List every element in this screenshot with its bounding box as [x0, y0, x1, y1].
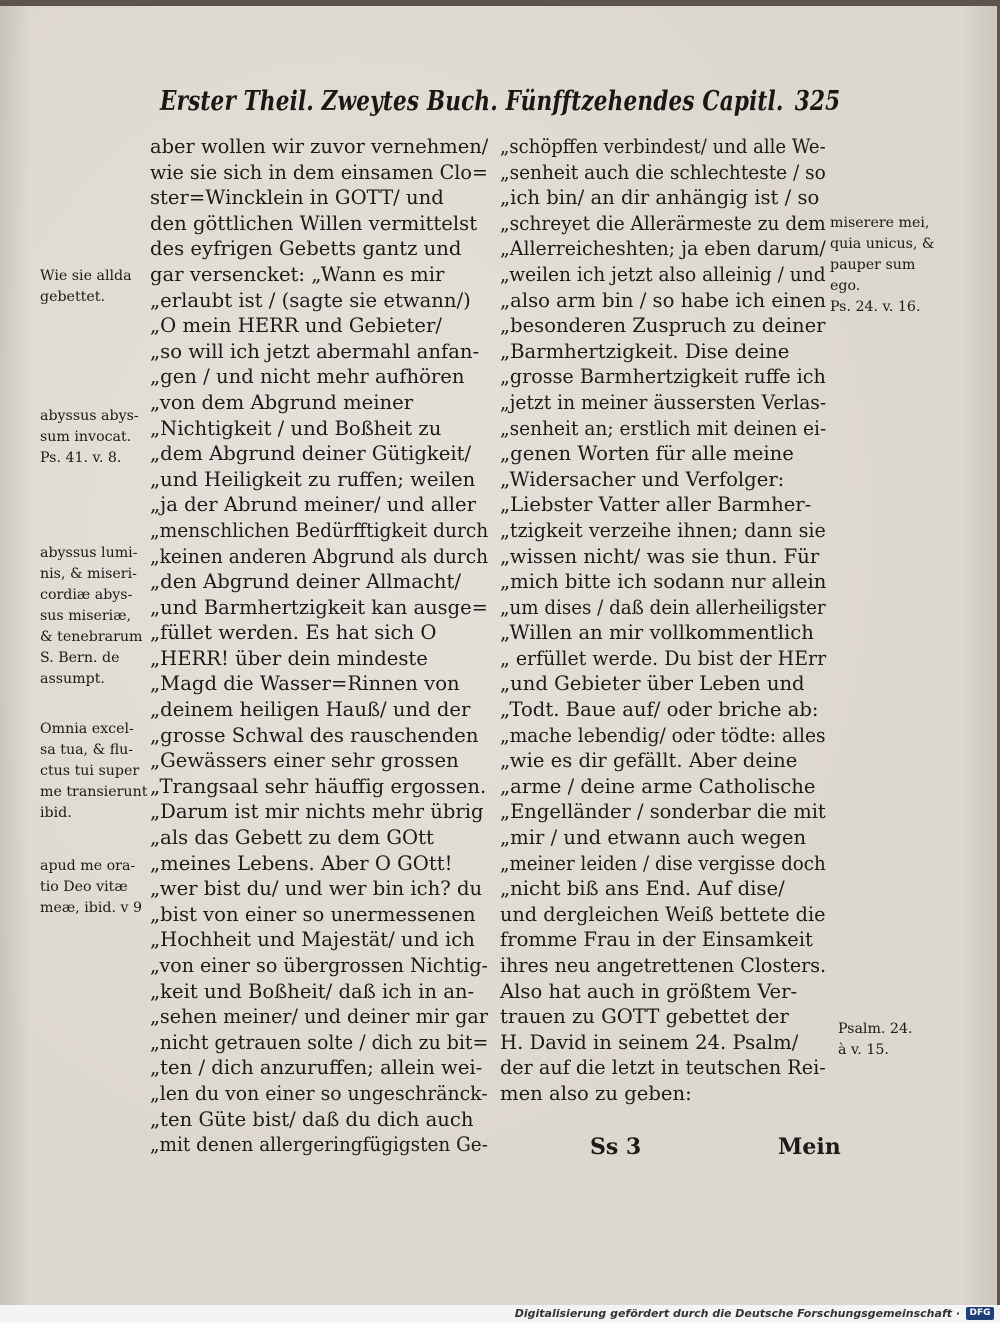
text-line: ihres neu angetrettenen Closters. — [500, 954, 827, 977]
text-line: „HERR! über dein mindeste — [150, 646, 428, 670]
text-line: gar versencket: „Wann es mir — [150, 262, 445, 286]
margin-note-line: ego. — [830, 278, 861, 294]
text-line: „Willen an mir vollkommentlich — [500, 621, 814, 645]
text-line: „schöpffen verbindest/ und alle We- — [500, 135, 826, 158]
text-line: und dergleichen Weiß bettete die — [500, 902, 826, 926]
text-line: „sehen meiner/ und deiner mir gar — [150, 1005, 488, 1029]
text-line: „als das Gebett zu dem GOtt — [150, 826, 434, 850]
text-line: „Allerreicheshten; ja eben darum/ — [500, 237, 826, 261]
margin-note-line: gebettet. — [40, 289, 105, 305]
text-line: „keinen anderen Abgrund als durch — [150, 544, 489, 568]
text-line: „wie es dir gefällt. Aber deine — [500, 749, 798, 773]
text-line: „ erfüllet werde. Du bist der HErr — [500, 646, 827, 670]
margin-note-line: à v. 15. — [838, 1042, 889, 1058]
text-line: „mit denen allergeringfügigsten Ge- — [150, 1133, 488, 1157]
margin-note-left — [40, 856, 142, 919]
text-line: „Barmhertzigkeit. Dise deine — [500, 339, 790, 363]
margin-note-line: Omnia excel- — [40, 721, 134, 737]
text-line: „meines Lebens. Aber O GOtt! — [150, 851, 453, 875]
margin-note-left — [40, 266, 132, 308]
text-line: „besonderen Zuspruch zu deiner — [500, 314, 826, 338]
text-line: „so will ich jetzt abermahl anfan- — [150, 339, 480, 363]
text-line: „ja der Abrund meiner/ und aller — [150, 493, 476, 517]
text-line: „erlaubt ist / (sagte sie etwann/) — [150, 288, 471, 312]
text-line: „und Gebieter über Leben und — [500, 672, 805, 696]
margin-note-line: Wie sie allda — [40, 268, 132, 284]
margin-note-left — [40, 719, 147, 824]
text-line: „Gewässers einer sehr grossen — [150, 749, 459, 773]
left-text-column — [150, 134, 490, 1158]
margin-note-line: sa tua, & flu- — [40, 742, 134, 758]
margin-note-line: me transierunt — [40, 784, 148, 800]
margin-note-line: miserere mei, — [830, 215, 930, 231]
margin-note-line: pauper sum — [830, 257, 916, 273]
text-line: „dem Abgrund deiner Gütigkeit/ — [150, 442, 472, 466]
text-line: „len du von einer so ungeschränck- — [150, 1081, 488, 1105]
text-line: Also hat auch in größtem Ver- — [500, 979, 798, 1003]
text-line: ster=Wincklein in GOTT/ und — [150, 186, 444, 210]
margin-note-line: cordiæ abys- — [40, 587, 133, 603]
margin-note-line: nis, & miseri- — [40, 566, 137, 582]
text-line: „von dem Abgrund meiner — [150, 390, 414, 414]
text-line: aber wollen wir zuvor vernehmen/ — [150, 135, 489, 158]
text-line: „Hochheit und Majestät/ und ich — [150, 928, 475, 952]
text-line: „füllet werden. Es hat sich O — [150, 621, 437, 645]
margin-note-line: & tenebrarum — [40, 629, 143, 645]
text-line: „grosse Barmhertzigkeit ruffe ich — [500, 365, 826, 389]
margin-note-line: tio Deo vitæ — [40, 879, 128, 895]
margin-note-line: ibid. — [40, 805, 72, 821]
signature-mark: Ss 3 — [590, 1134, 642, 1160]
text-line: „mich bitte ich sodann nur allein — [500, 570, 827, 594]
text-line: „nicht biß ans End. Auf dise/ — [500, 877, 785, 901]
text-line: „meiner leiden / dise vergisse doch — [500, 851, 826, 875]
margin-note-line: assumpt. — [40, 671, 105, 687]
text-line: „grosse Schwal des rauschenden — [150, 723, 479, 747]
text-line: „Darum ist mir nichts mehr übrig — [150, 800, 484, 824]
margin-note-line: Ps. 41. v. 8. — [40, 450, 122, 466]
text-line: den göttlichen Willen vermittelst — [150, 211, 478, 235]
text-line: „tzigkeit verzeihe ihnen; dann sie — [500, 518, 826, 542]
text-line: „gen / und nicht mehr aufhören — [150, 365, 465, 389]
text-line: „wissen nicht/ was sie thun. Für — [500, 544, 820, 568]
text-line: „senheit auch die schlechteste / so — [500, 160, 826, 184]
text-line: „mir / und etwann auch wegen — [500, 826, 807, 850]
text-line: des eyfrigen Gebetts gantz und — [150, 237, 462, 261]
text-line: „arme / deine arme Catholische — [500, 774, 816, 798]
text-line: „deinem heiligen Hauß/ und der — [150, 698, 471, 722]
catchword: Mein — [778, 1134, 841, 1160]
text-line: der auf die letzt in teutschen Rei- — [500, 1056, 826, 1080]
margin-note-line: ctus tui super — [40, 763, 140, 779]
text-line: „nicht getrauen solte / dich zu bit= — [150, 1030, 489, 1054]
text-line: „den Abgrund deiner Allmacht/ — [150, 570, 461, 594]
text-line: „schreyet die Allerärmeste zu dem — [500, 211, 826, 235]
text-line: „und Barmhertzigkeit kan ausge= — [150, 595, 488, 619]
margin-note-line: Psalm. 24. — [838, 1021, 913, 1037]
dfg-logo: DFG — [966, 1307, 994, 1320]
text-line: H. David in seinem 24. Psalm/ — [500, 1030, 799, 1054]
text-line: „Liebster Vatter aller Barmher- — [500, 493, 812, 517]
text-line: „Nichtigkeit / und Boßheit zu — [150, 416, 442, 440]
margin-note-line: sus miseriæ, — [40, 608, 132, 624]
text-line: „ten / dich anzuruffen; allein wei- — [150, 1056, 483, 1080]
margin-note-line: meæ, ibid. v 9 — [40, 900, 143, 916]
text-line: „um dises / daß dein allerheiligster — [500, 595, 826, 619]
text-line: „weilen ich jetzt also alleinig / und — [500, 262, 826, 286]
margin-note-left — [40, 543, 142, 690]
margin-note-line: sum invocat. — [40, 429, 132, 445]
text-line: „Widersacher und Verfolger: — [500, 467, 785, 491]
text-line: „Magd die Wasser=Rinnen von — [150, 672, 460, 696]
funding-credit: Digitalisierung gefördert durch die Deutsche Forschungsgemeinschaft · — [514, 1307, 960, 1320]
margin-note-right — [838, 1019, 912, 1061]
book-page — [0, 6, 997, 1310]
text-line: „keit und Boßheit/ daß ich in an- — [150, 979, 475, 1003]
running-head-text: Erster Theil. Zweytes Buch. Fünfftzehendes Capitl. — [160, 86, 784, 117]
text-line: fromme Frau in der Einsamkeit — [500, 928, 813, 952]
text-line: „genen Worten für alle meine — [500, 442, 794, 466]
text-line: „senheit an; erstlich mit deinen ei- — [500, 416, 827, 440]
text-line: „ten Güte bist/ daß du dich auch — [150, 1107, 474, 1131]
text-line: „O mein HERR und Gebieter/ — [150, 314, 442, 338]
text-line: „Todt. Baue auf/ oder briche ab: — [500, 698, 819, 722]
text-line: „wer bist du/ und wer bin ich? du — [150, 877, 483, 901]
running-head — [160, 86, 841, 117]
margin-note-right — [830, 213, 935, 318]
text-line: „jetzt in meiner äussersten Verlas- — [500, 390, 827, 414]
margin-note-line: S. Bern. de — [40, 650, 120, 666]
text-line: „ich bin/ an dir anhängig ist / so — [500, 186, 820, 210]
page-number: 325 — [794, 86, 841, 117]
text-line: „und Heiligkeit zu ruffen; weilen — [150, 467, 476, 491]
footer-bar — [0, 1305, 1000, 1323]
text-line: trauen zu GOTT gebettet der — [500, 1005, 789, 1029]
text-line: „also arm bin / so habe ich einen — [500, 288, 827, 312]
margin-note-line: Ps. 24. v. 16. — [830, 299, 921, 315]
right-text-column — [500, 134, 828, 1107]
margin-note-line: abyssus lumi- — [40, 545, 138, 561]
text-line: men also zu geben: — [500, 1081, 692, 1105]
text-line: „Trangsaal sehr häuffig ergossen. — [150, 774, 487, 798]
text-line: wie sie sich in dem einsamen Clo= — [150, 160, 488, 184]
margin-note-line: apud me ora- — [40, 858, 136, 874]
margin-note-line: quia unicus, & — [830, 236, 935, 252]
text-line: „menschlichen Bedürfftigkeit durch — [150, 518, 489, 542]
text-line: „von einer so übergrossen Nichtig- — [150, 954, 488, 977]
text-line: „Engelländer / sonderbar die mit — [500, 800, 826, 824]
margin-note-line: abyssus abys- — [40, 408, 139, 424]
text-line: „mache lebendig/ oder tödte: alles — [500, 723, 826, 747]
margin-note-left — [40, 406, 139, 469]
text-line: „bist von einer so unermessenen — [150, 902, 476, 926]
